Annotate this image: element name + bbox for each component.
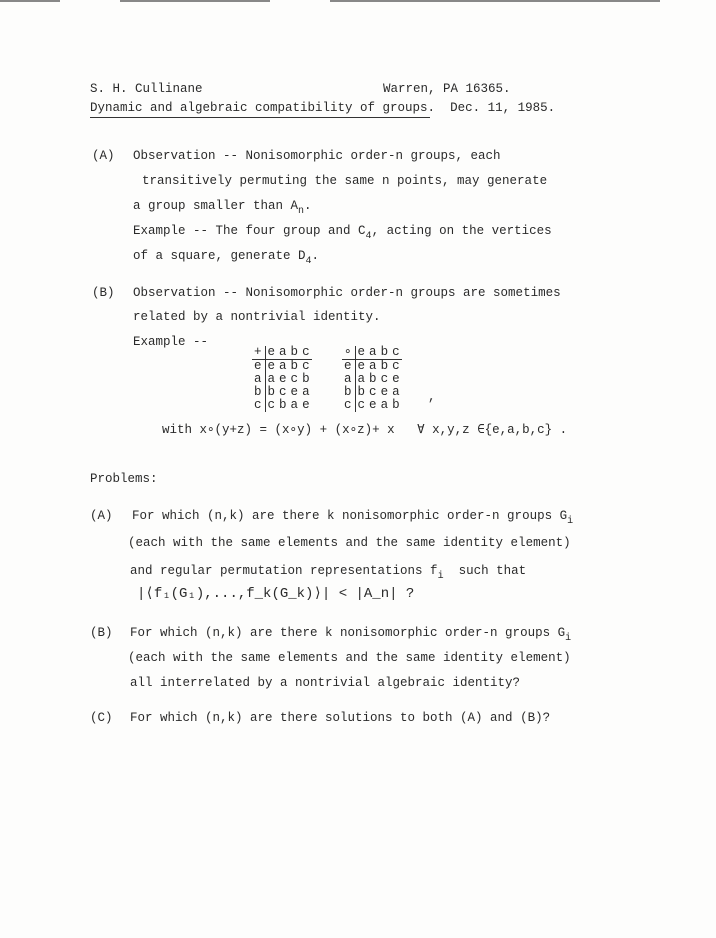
text: of a square, generate D bbox=[133, 249, 306, 263]
table-cell: b bbox=[290, 345, 299, 359]
table-cell: e bbox=[369, 398, 377, 412]
problem-c-label: (C) bbox=[90, 711, 113, 725]
comma: , bbox=[428, 390, 436, 404]
table-row bbox=[342, 346, 402, 360]
table-cell: a bbox=[369, 345, 377, 359]
table-cell: e bbox=[267, 359, 276, 373]
table-cell: c bbox=[380, 372, 389, 386]
table-cell: c bbox=[392, 359, 400, 373]
table-cell: a bbox=[392, 385, 400, 399]
table-cell: e bbox=[392, 372, 400, 386]
text: For which (n,k) are there k nonisomorphic order-n groups G bbox=[130, 626, 566, 640]
table-cell: a bbox=[380, 398, 389, 412]
identity-formula: with x∘(y+z) = (x∘y) + (x∘z)+ x ∀ x,y,z ∈{e,a,b,c} . bbox=[162, 423, 568, 437]
date: Dec. 11, 1985. bbox=[450, 101, 556, 115]
text: Example -- The four group and C bbox=[133, 224, 366, 238]
subscript: n bbox=[298, 206, 305, 217]
obs-a-line bbox=[133, 248, 319, 270]
table-cell: c bbox=[252, 399, 265, 412]
table-cell: a bbox=[279, 359, 287, 373]
document-title bbox=[90, 100, 555, 116]
table-cell: e bbox=[279, 372, 287, 386]
scan-edge bbox=[330, 0, 660, 2]
table-cell: b bbox=[302, 372, 310, 386]
obs-b-line: Example -- bbox=[133, 335, 209, 349]
text: . bbox=[304, 199, 312, 213]
table-row bbox=[252, 360, 312, 374]
table-cell: e bbox=[342, 360, 355, 374]
table-cell: e bbox=[252, 360, 265, 374]
table-cell: c bbox=[267, 398, 276, 412]
text: . bbox=[311, 249, 320, 263]
subscript: 4 bbox=[305, 256, 312, 267]
table-cell: b bbox=[252, 386, 265, 399]
table-cell: b bbox=[267, 385, 276, 399]
text: and regular permutation representations f bbox=[130, 564, 438, 578]
table-cell: e bbox=[290, 385, 299, 399]
table-cell: a bbox=[357, 372, 366, 386]
scan-edge bbox=[0, 0, 60, 2]
author: S. H. Cullinane bbox=[90, 82, 203, 96]
table-cell: b bbox=[342, 386, 355, 399]
subscript: i bbox=[565, 633, 572, 644]
table-cell: a bbox=[279, 345, 287, 359]
problem-b-line: all interrelated by a nontrivial algebraic identity? bbox=[130, 676, 521, 690]
obs-b-line: Observation -- Nonisomorphic order-n groups are sometimes bbox=[133, 286, 561, 300]
obs-a-line: transitively permuting the same n points, may generate bbox=[142, 174, 548, 188]
problems-heading: Problems: bbox=[90, 472, 158, 486]
table-cell: b bbox=[290, 359, 299, 373]
location: Warren, PA 16365. bbox=[383, 82, 511, 96]
table-cell: c bbox=[290, 372, 299, 386]
table-cell: e bbox=[265, 346, 277, 360]
table-cell: b bbox=[369, 372, 377, 386]
table-cell: b bbox=[357, 385, 366, 399]
table-row bbox=[342, 360, 402, 374]
table-cell: c bbox=[392, 345, 400, 359]
table-cell: a bbox=[342, 373, 355, 386]
table-cell: e bbox=[355, 346, 367, 360]
table-cell: a bbox=[252, 373, 265, 386]
obs-a-line bbox=[133, 198, 312, 220]
table-cell: c bbox=[342, 399, 355, 412]
problem-b-line bbox=[130, 625, 571, 647]
obs-b-line: related by a nontrivial identity. bbox=[133, 310, 381, 324]
table-row bbox=[252, 346, 312, 360]
obs-a-line: Observation -- Nonisomorphic order-n groups, each bbox=[133, 149, 501, 163]
table-cell: ∘ bbox=[342, 346, 355, 360]
table-cell: b bbox=[380, 345, 389, 359]
problem-b-label: (B) bbox=[90, 626, 113, 640]
table-cell: a bbox=[302, 385, 310, 399]
subscript: i bbox=[437, 571, 444, 582]
obs-b-label: (B) bbox=[92, 286, 115, 300]
table-row bbox=[252, 399, 312, 412]
text: a group smaller than A bbox=[133, 199, 299, 213]
text: For which (n,k) are there k nonisomorphic order-n groups G bbox=[132, 509, 568, 523]
problem-a-line: (each with the same elements and the same identity element) bbox=[128, 536, 571, 550]
subscript: 4 bbox=[365, 231, 372, 242]
subscript: i bbox=[567, 516, 574, 527]
table-cell: + bbox=[252, 346, 265, 360]
table-cell: a bbox=[369, 359, 377, 373]
problem-b-line: (each with the same elements and the same identity element) bbox=[128, 651, 571, 665]
text: such that bbox=[443, 564, 527, 578]
title-underline bbox=[90, 117, 430, 118]
title-text: Dynamic and algebraic compatibility of groups. bbox=[90, 101, 436, 115]
problem-c-line: For which (n,k) are there solutions to both (A) and (B)? bbox=[130, 711, 551, 725]
obs-a-label: (A) bbox=[92, 149, 115, 163]
table-cell: c bbox=[279, 385, 287, 399]
problem-a-line bbox=[132, 508, 573, 530]
problem-a-label: (A) bbox=[90, 509, 113, 523]
table-cell: c bbox=[302, 345, 310, 359]
table-cell: e bbox=[302, 398, 310, 412]
table-cell: a bbox=[267, 372, 276, 386]
table-cell: a bbox=[290, 398, 299, 412]
plus-operation-table bbox=[252, 346, 312, 412]
table-cell: c bbox=[369, 385, 377, 399]
text: , acting on the vertices bbox=[371, 224, 552, 238]
table-cell: e bbox=[380, 385, 389, 399]
table-row bbox=[342, 399, 402, 412]
problem-a-line bbox=[130, 563, 526, 585]
table-cell: c bbox=[357, 398, 366, 412]
obs-a-line bbox=[133, 223, 552, 245]
table-cell: e bbox=[357, 359, 366, 373]
scan-edge bbox=[120, 0, 270, 2]
circ-operation-table bbox=[342, 346, 402, 412]
table-cell: c bbox=[302, 359, 310, 373]
problem-a-formula: |⟨f₁(G₁),...,f_k(G_k)⟩| < |A_n| ? bbox=[137, 586, 415, 602]
table-cell: b bbox=[279, 398, 287, 412]
table-cell: b bbox=[380, 359, 389, 373]
table-cell: b bbox=[392, 398, 400, 412]
